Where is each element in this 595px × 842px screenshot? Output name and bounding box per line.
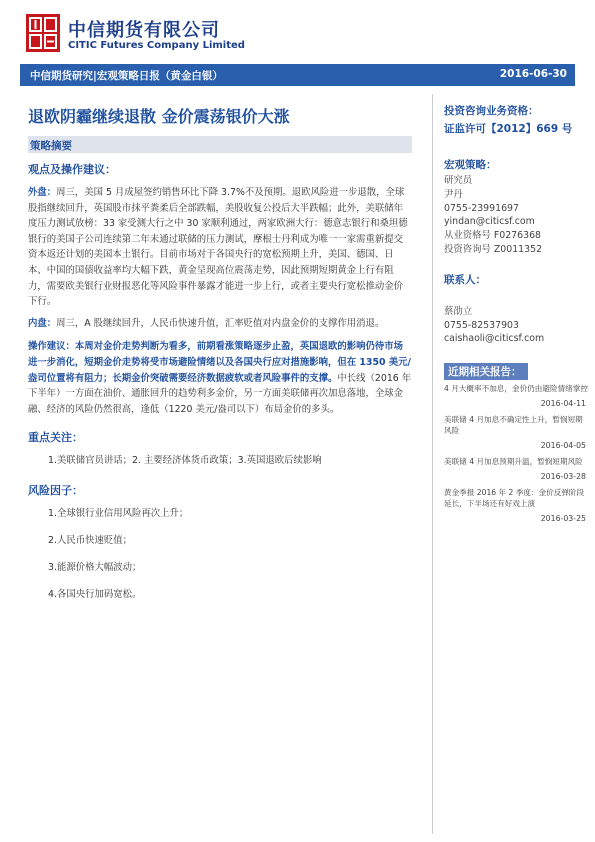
report-link[interactable]: 4 月大概率不加息，金价仍由避险情绪掌控	[444, 384, 588, 394]
recent-reports	[444, 360, 590, 523]
external-text: 周三，美国 5 月成屋签约销售环比下降 3.7%不及预期。退欧风险进一步退散，全球股指继续回升，英国股市抹平粪柔后全部跌幅，美股收复公投后大半跌幅；此外，美联储年度压力测试放榜：33 家受测大行之中 30 家顺利通过，两家欧洲大行：德意志银行和桑坦德银行的美国子公司连续第二年未通过联储的压力测试，摩根士丹利成为唯一一家需重新提交资本返还计划的美国本土银行。目前市场对于各国央行的宽松预期上升，美国、德国、日本、中国的国债收益率均大幅下跌，黄金呈现高位震荡走势，因此预期短期黄金上行有阻力，需要欧美银行业财报恶化等风险事件暴露才能进一步上行，或者主要央行宽松推动金价下行。	[28, 187, 408, 308]
researcher-role: 研究员	[444, 175, 473, 186]
report-link[interactable]: 美联储 4 月加息预期升温，暂悯短期风险	[444, 457, 583, 467]
report-date-item: 2016-04-11	[540, 399, 586, 409]
citic-logo-icon	[26, 14, 60, 52]
section-bar-strategy: 策略摘要	[28, 136, 412, 153]
report-date: 2016-06-30	[499, 68, 567, 80]
advice-rest: 中长线（2016 年下半年）一方面在油价、通胀回升的趋势利多金价，另一方面美联储再次加息落地，全球金融、经济的风险仍然很高，逢低（1220 美元/盎司以下）布局金价的多头。	[28, 372, 412, 415]
report-date-item: 2016-04-05	[540, 441, 586, 451]
side-column	[444, 102, 590, 529]
macro-title: 宏观策略：	[444, 159, 497, 171]
contact-name: 蔡劭立	[444, 305, 473, 317]
external-paragraph	[28, 185, 412, 310]
qualification-title: 投资咨询业务资格：	[444, 105, 539, 117]
risk-item: 4.各国央行加码宽松。	[48, 589, 142, 601]
internal-lead: 内盘：	[28, 317, 57, 329]
report-date-item: 2016-03-25	[540, 514, 586, 524]
company-name-cn: 中信期货有限公司	[68, 20, 220, 41]
company-name-en: CITIC Futures Company Limited	[68, 40, 245, 51]
contact-email[interactable]: caishaoli@citicsf.com	[444, 333, 545, 345]
advice-lead: 操作建议：	[28, 341, 75, 353]
report-series: 中信期货研究|宏观策略日报（黄金白银）	[30, 70, 223, 82]
researcher-consult-number: 投资咨询号 Z0011352	[444, 243, 543, 255]
report-date-item: 2016-03-28	[540, 472, 586, 482]
views-heading: 观点及操作建议：	[28, 163, 116, 176]
contact-phone: 0755-82537903	[444, 319, 519, 331]
researcher-phone: 0755-23991697	[444, 202, 519, 214]
advice-bold: 本周对金价走势判断为看多，前期看涨策略逐步止盈，英国退欧的影响仍待市场进一步消化，短期金价走势将受市场避险情绪以及各国央行应对措施影响，但在 1350 美元/盎司位置将有阻力；长期金价突破需要经济数据疲软或者风险事件的支撑。	[28, 341, 411, 384]
qualification-value: 证监许可【2012】669 号	[444, 123, 573, 135]
report-link[interactable]: 美联储 4 月加息不确定性上升，暂悯短期风险	[444, 415, 583, 436]
internal-text: 周三，A 股继续回升，人民币快速升值，汇率贬值对内盘金价的支撑作用消退。	[56, 317, 385, 329]
focus-heading: 重点关注：	[28, 431, 83, 445]
risk-item: 2.人民币快速贬值；	[48, 535, 132, 547]
researcher-email[interactable]: yindan@citicsf.com	[444, 216, 535, 228]
risks-heading: 风险因子：	[28, 484, 83, 498]
researcher-license: 从业资格号 F0276368	[444, 230, 542, 242]
main-column	[28, 104, 412, 614]
report-link[interactable]: 黄金季报 2016 年 2 季度：金价反弹阶段延长，下半场还有好戏上演	[444, 488, 585, 509]
advice-paragraph	[28, 339, 412, 417]
external-lead: 外盘：	[28, 187, 57, 198]
recent-reports-title: 近期相关报告：	[444, 363, 528, 380]
report-banner	[20, 64, 575, 86]
report-title: 退欧阴霾继续退散 金价震荡银价大涨	[28, 107, 290, 126]
column-divider	[432, 94, 433, 834]
risk-item: 3.能源价格大幅波动；	[48, 562, 142, 574]
researcher-name: 尹丹	[444, 188, 463, 200]
internal-paragraph	[28, 316, 412, 332]
risk-item: 1.全球银行业信用风险再次上升；	[48, 508, 189, 520]
focus-text: 1.美联储官员讲话；2. 主要经济体货币政策；3.英国退欧后续影响	[48, 455, 322, 467]
contact-title: 联系人：	[444, 273, 486, 286]
